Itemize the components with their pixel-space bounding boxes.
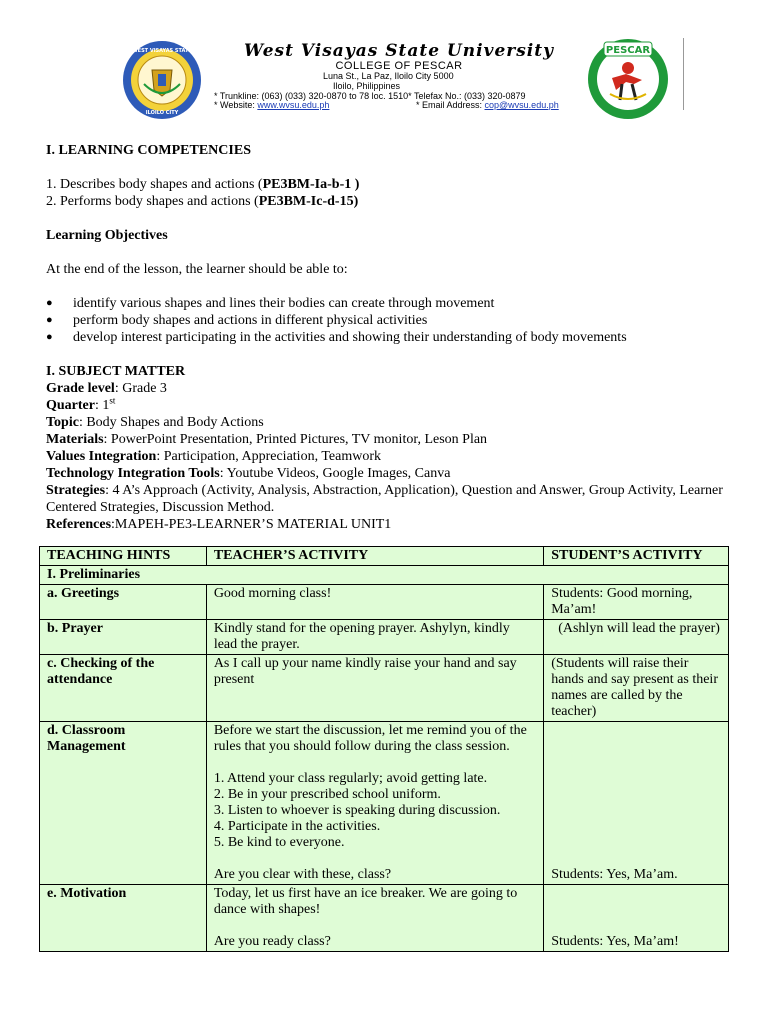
college-name: COLLEGE OF PESCAR (335, 60, 463, 72)
email-line (416, 100, 559, 110)
university-name: West Visayas State University (244, 41, 554, 61)
rule-item: 2. Be in your prescribed school uniform. (213, 787, 441, 802)
student-cell: Students: Good morning, Ma’am! (544, 585, 729, 620)
website-link[interactable]: www.wvsu.edu.ph (257, 100, 330, 110)
rule-item: 1. Attend your class regularly; avoid getting late. (213, 771, 488, 786)
table-row (40, 655, 729, 722)
table-row (40, 620, 729, 655)
materials: Materials: PowerPoint Presentation, Printed Pictures, TV monitor, Leson Plan (46, 432, 488, 447)
hint-cell: a. Greetings (40, 585, 207, 620)
website-line (214, 100, 329, 110)
technology-integration: Technology Integration Tools: Youtube Videos, Google Images, Canva (46, 466, 451, 481)
table-row (40, 566, 729, 585)
table-row (40, 585, 729, 620)
competency-item: 2. Performs body shapes and actions (PE3BM-Ic-d-15) (46, 194, 359, 209)
student-cell: (Students will raise their hands and say present as their names are called by the teacher) (544, 655, 729, 722)
table-row (40, 722, 729, 885)
motivation-text: Today, let us first have an ice breaker. We are going to dance with shapes! (213, 886, 518, 917)
management-intro: Before we start the discussion, let me remind you of the rules that you should follow during the class session. (213, 723, 527, 754)
teacher-cell: Good morning class! (206, 585, 543, 620)
objectives-intro: At the end of the lesson, the learner should be able to: (46, 262, 348, 277)
topic: Topic: Body Shapes and Body Actions (46, 415, 264, 430)
header-divider (683, 38, 684, 110)
hint-cell: b. Prayer (40, 620, 207, 655)
objectives-heading: Learning Objectives (46, 228, 168, 243)
teacher-cell: As I call up your name kindly raise your hand and say present (206, 655, 543, 722)
management-question: Are you clear with these, class? (213, 867, 392, 882)
pescar-logo (586, 38, 670, 120)
address-line-2: Iloilo, Philippines (333, 81, 401, 91)
student-cell: (Ashlyn will lead the prayer) (544, 620, 729, 655)
objective-item: ● identify various shapes and lines their bodies can create through movement (46, 295, 726, 312)
quarter: Quarter: 1st (46, 395, 116, 413)
hint-cell: d. Classroom Management (40, 722, 207, 885)
lesson-content (46, 142, 726, 533)
letterhead (0, 0, 768, 130)
header-student-activity: STUDENT’S ACTIVITY (544, 547, 729, 566)
rule-item: 5. Be kind to everyone. (213, 835, 345, 850)
table-header-row (40, 547, 729, 566)
student-cell: Students: Yes, Ma’am. (544, 722, 729, 885)
objective-item: ● perform body shapes and actions in different physical activities (46, 312, 726, 329)
objective-item: ● develop interest participating in the activities and showing their understanding of body movements (46, 329, 726, 346)
header-teaching-hints: TEACHING HINTS (40, 547, 207, 566)
address-line-1: Luna St., La Paz, Iloilo City 5000 (323, 71, 454, 81)
website-label: * Website: (214, 100, 258, 110)
teacher-cell (206, 722, 543, 885)
preliminaries-section: I. Preliminaries (40, 566, 729, 585)
teacher-cell: Kindly stand for the opening prayer. Ashylyn, kindly lead the prayer. (206, 620, 543, 655)
grade-level: Grade level: Grade 3 (46, 381, 167, 396)
email-link[interactable]: cop@wvsu.edu.ph (484, 100, 559, 110)
lesson-plan-table (39, 546, 729, 952)
values-integration: Values Integration: Participation, Appreciation, Teamwork (46, 449, 381, 464)
header-teacher-activity: TEACHER’S ACTIVITY (206, 547, 543, 566)
competencies-heading: I. LEARNING COMPETENCIES (46, 143, 251, 158)
motivation-question: Are you ready class? (213, 934, 331, 949)
student-cell: Students: Yes, Ma’am! (544, 885, 729, 952)
svg-text:ILOILO CITY: ILOILO CITY (145, 110, 179, 116)
rule-item: 3. Listen to whoever is speaking during discussion. (213, 803, 501, 818)
contact-numbers: * Trunkline: (063) (033) 320-0870 to 78 loc. 1510* Telefax No.: (033) 320-0879 (214, 91, 526, 101)
hint-cell: c. Checking of the attendance (40, 655, 207, 722)
hint-cell: e. Motivation (40, 885, 207, 952)
references: References:MAPEH-PE3-LEARNER’S MATERIAL UNIT1 (46, 517, 392, 532)
strategies: Strategies: 4 A’s Approach (Activity, Analysis, Abstraction, Application), Question and Answer, Group Activity, Learner Centered Strategies, Discussion Method. (46, 483, 723, 515)
svg-text:WEST VISAYAS STATE: WEST VISAYAS STATE (132, 48, 192, 54)
svg-text:PESCAR: PESCAR (605, 45, 651, 56)
rule-item: 4. Participate in the activities. (213, 819, 381, 834)
objectives-list (46, 295, 726, 346)
subject-matter-heading: I. SUBJECT MATTER (46, 364, 186, 379)
table-row (40, 885, 729, 952)
teacher-cell (206, 885, 543, 952)
email-label: * Email Address: (416, 100, 485, 110)
competency-item: 1. Describes body shapes and actions (PE3BM-Ia-b-1 ) (46, 177, 360, 192)
